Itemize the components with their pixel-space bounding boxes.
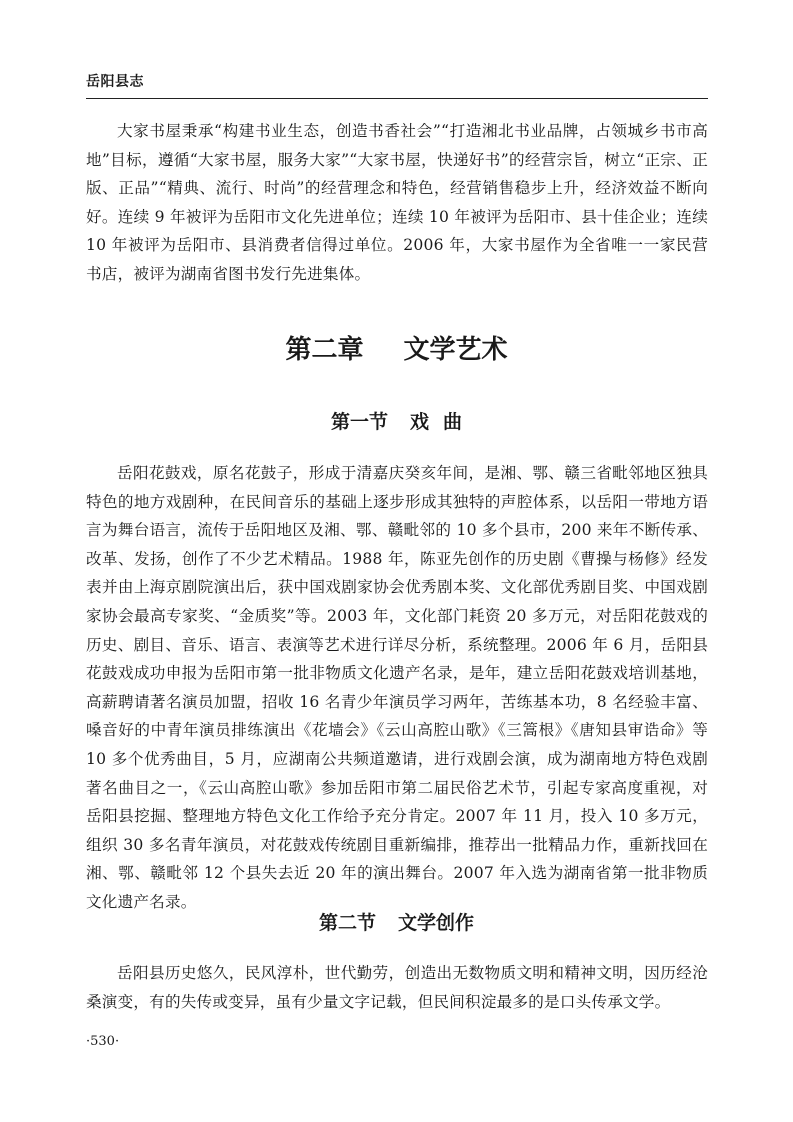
section-heading-2 <box>0 909 793 937</box>
section-1-title-a: 戏 <box>409 411 429 433</box>
header-rule <box>86 98 708 99</box>
section-heading-1 <box>0 408 793 436</box>
chapter-heading <box>0 330 793 370</box>
running-header <box>86 72 708 100</box>
section-2-number: 第二节 <box>318 912 376 934</box>
section-1-number: 第一节 <box>330 411 388 433</box>
intro-paragraph: 大家书屋秉承“构建书业生态，创造书香社会”“打造湘北书业品牌，占领城乡书市高地”目标，遵循“大家书屋，服务大家”“大家书屋，快递好书”的经营宗旨，树立“正宗、正版、正品”“精典、流行、时尚”的经营理念和特色，经营销售稳步上升，经济效益不断向好。连续 9 年被评为岳阳市文化先进单位；连续 10 年被评为岳阳市、县十佳企业；连续 10 年被评为岳阳市、县消费者信得过单位。2006 年，大家书屋作为全省唯一一家民营书店，被评为湖南省图书发行先进集体。 <box>86 122 708 283</box>
section-2-title: 文学创作 <box>398 912 475 934</box>
chapter-number: 第二章 <box>285 335 364 365</box>
section-2-paragraph: 岳阳县历史悠久，民风淳朴，世代勤劳，创造出无数物质文明和精神文明，因历经沧桑演变，有的失传或变异，虽有少量文字记载，但民间积淀最多的是口头传承文学。 <box>86 964 708 1011</box>
header-title: 岳阳县志 <box>86 74 144 90</box>
page-number: ·530· <box>86 1034 120 1049</box>
section-1-paragraph: 岳阳花鼓戏，原名花鼓子，形成于清嘉庆癸亥年间，是湘、鄂、赣三省毗邻地区独具特色的地方戏剧种，在民间音乐的基础上逐步形成其独特的声腔体系，以岳阳一带地方语言为舞台语言，流传于岳阳地区及湘、鄂、赣毗邻的 10 多个县市，200 来年不断传承、改革、发扬，创作了不少艺术精品。1988 年，陈亚先创作的历史剧《曹操与杨修》经发表并由上海京剧院演出后，获中国戏剧家协会优秀剧本奖、文化部优秀剧目奖、中国戏剧家协会最高专家奖、“金质奖”等。2003 年，文化部门耗资 20 多万元，对岳阳花鼓戏的历史、剧目、音乐、语言、表演等艺术进行详尽分析，系统整理。2006 年 6 月，岳阳县花鼓戏成功申报为岳阳市第一批非物质文化遗产名录，是年，建立岳阳花鼓戏培训基地，高薪聘请著名演员加盟，招收 16 名青少年演员学习两年，苦练基本功，8 名经验丰富、嗓音好的中青年演员排练演出《花墙会》《云山高腔山歌》《三篙根》《唐知县审诰命》等 10 多个优秀曲目，5 月，应湖南公共频道邀请，进行戏剧会演，成为湖南地方特色戏剧著名曲目之一，《云山高腔山歌》参加岳阳市第二届民俗艺术节，引起专家高度重视，对岳阳县挖掘、整理地方特色文化工作给予充分肯定。2007 年 11 月，投入 10 多万元，组织 30 多名青年演员，对花鼓戏传统剧目重新编排，推荐出一批精品力作，重新找回在湘、鄂、赣毗邻 12 个县失去近 20 年的演出舞台。2007 年入选为湖南省第一批非物质文化遗产名录。 <box>86 464 708 911</box>
section-1-title-b: 曲 <box>443 411 463 433</box>
chapter-title: 文学艺术 <box>403 335 508 365</box>
